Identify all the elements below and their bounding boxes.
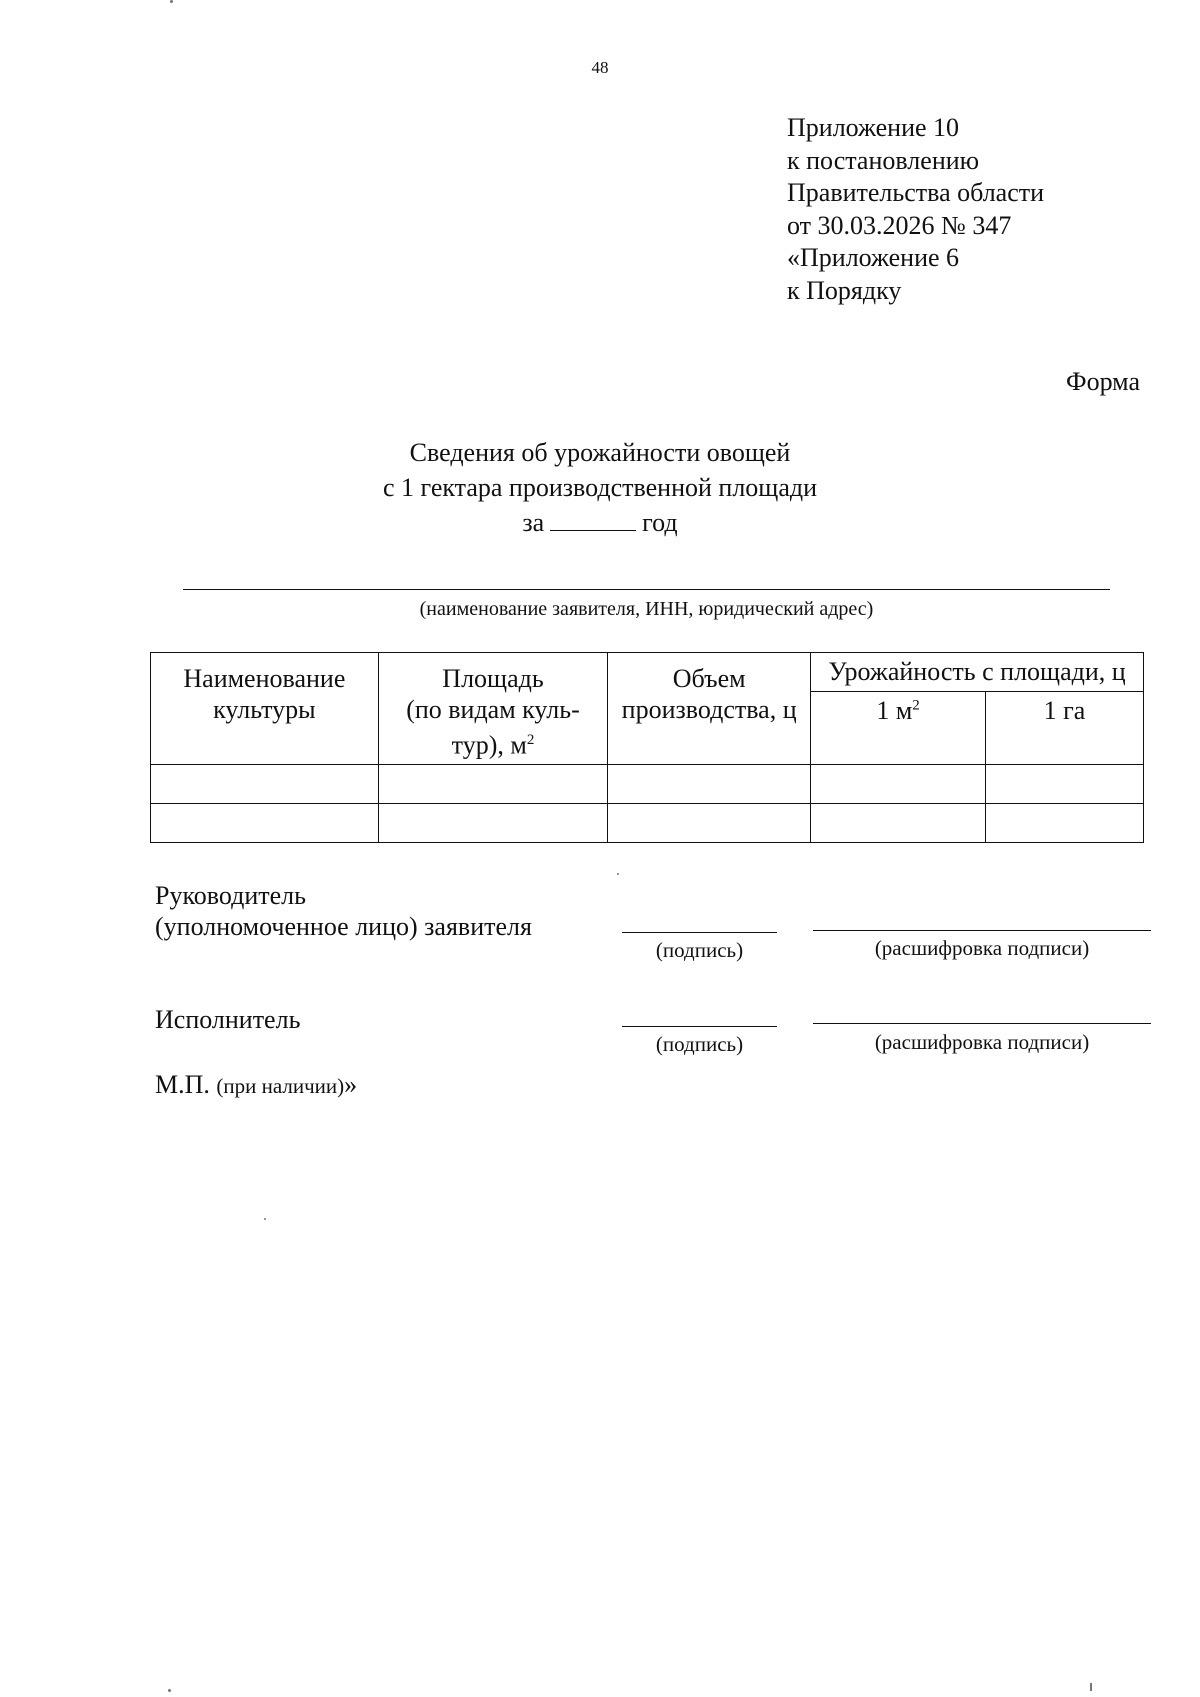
year-blank-field[interactable] bbox=[550, 506, 636, 531]
scan-speck bbox=[1090, 1683, 1092, 1691]
appendix-line: к постановлению bbox=[787, 145, 980, 175]
head-decoding-caption: (расшифровка подписи) bbox=[874, 936, 1090, 960]
table-cell[interactable] bbox=[811, 804, 986, 843]
year-suffix: год bbox=[642, 508, 678, 537]
table-cell[interactable] bbox=[608, 765, 811, 804]
executor-signature-caption: (подпись) bbox=[655, 1032, 744, 1056]
table-cell[interactable] bbox=[608, 804, 811, 843]
table-cell[interactable] bbox=[151, 765, 379, 804]
stamp-place: М.П. (при наличии)» bbox=[155, 1070, 358, 1099]
head-decoding-line[interactable] bbox=[813, 930, 1151, 931]
title-line-3 bbox=[300, 505, 900, 540]
header-yield-ha: 1 га bbox=[986, 692, 1144, 765]
appendix-header bbox=[787, 112, 1044, 307]
header-area: Площадь (по видам куль- тур), $м^2$ bbox=[378, 653, 608, 765]
executor-decoding-caption: (расшифровка подписи) bbox=[874, 1030, 1090, 1054]
header-yield: Урожайность с площади, ц bbox=[811, 653, 1144, 692]
appendix-line: к Порядку bbox=[787, 275, 902, 305]
yield-table bbox=[150, 652, 1144, 843]
table-cell[interactable] bbox=[151, 804, 379, 843]
table-row bbox=[151, 804, 1144, 843]
scan-speck bbox=[264, 1218, 266, 1220]
header-culture: Наименование культуры bbox=[151, 653, 379, 765]
title-line-1: Сведения об урожайности овощей bbox=[409, 438, 791, 467]
applicant-caption: (наименование заявителя, ИНН, юридический адрес) bbox=[419, 598, 874, 620]
executor-label: Исполнитель bbox=[155, 1005, 301, 1034]
table-cell[interactable] bbox=[378, 765, 608, 804]
head-label: Руководитель (уполномоченное лицо) заявителя bbox=[155, 881, 532, 941]
title-line-2: с 1 гектара производственной площади bbox=[382, 473, 818, 502]
scan-speck bbox=[170, 0, 173, 3]
header-yield-m2: 1 $м^2$ bbox=[811, 692, 986, 765]
table-cell[interactable] bbox=[378, 804, 608, 843]
head-signature-caption: (подпись) bbox=[655, 938, 744, 962]
applicant-blank-line[interactable] bbox=[183, 589, 1110, 590]
appendix-line: Правительства области bbox=[787, 178, 1045, 207]
table-row bbox=[151, 765, 1144, 804]
document-title bbox=[300, 435, 900, 540]
page-number: 48 bbox=[591, 58, 609, 77]
header-volume: Объем производства, ц bbox=[608, 653, 811, 765]
scan-speck bbox=[617, 873, 619, 875]
scan-speck bbox=[168, 1689, 171, 1692]
appendix-line: от 30.03.2026 № 347 bbox=[787, 210, 1012, 240]
table-cell[interactable] bbox=[986, 765, 1144, 804]
appendix-line: Приложение 10 bbox=[787, 113, 960, 142]
table-cell[interactable] bbox=[986, 804, 1144, 843]
year-prefix: за bbox=[522, 508, 545, 537]
form-label: Форма bbox=[1066, 367, 1140, 396]
executor-signature-line[interactable] bbox=[622, 1026, 777, 1027]
table-cell[interactable] bbox=[811, 765, 986, 804]
appendix-line: «Приложение 6 bbox=[787, 243, 960, 272]
head-signature-line[interactable] bbox=[622, 932, 777, 933]
executor-decoding-line[interactable] bbox=[813, 1023, 1151, 1024]
